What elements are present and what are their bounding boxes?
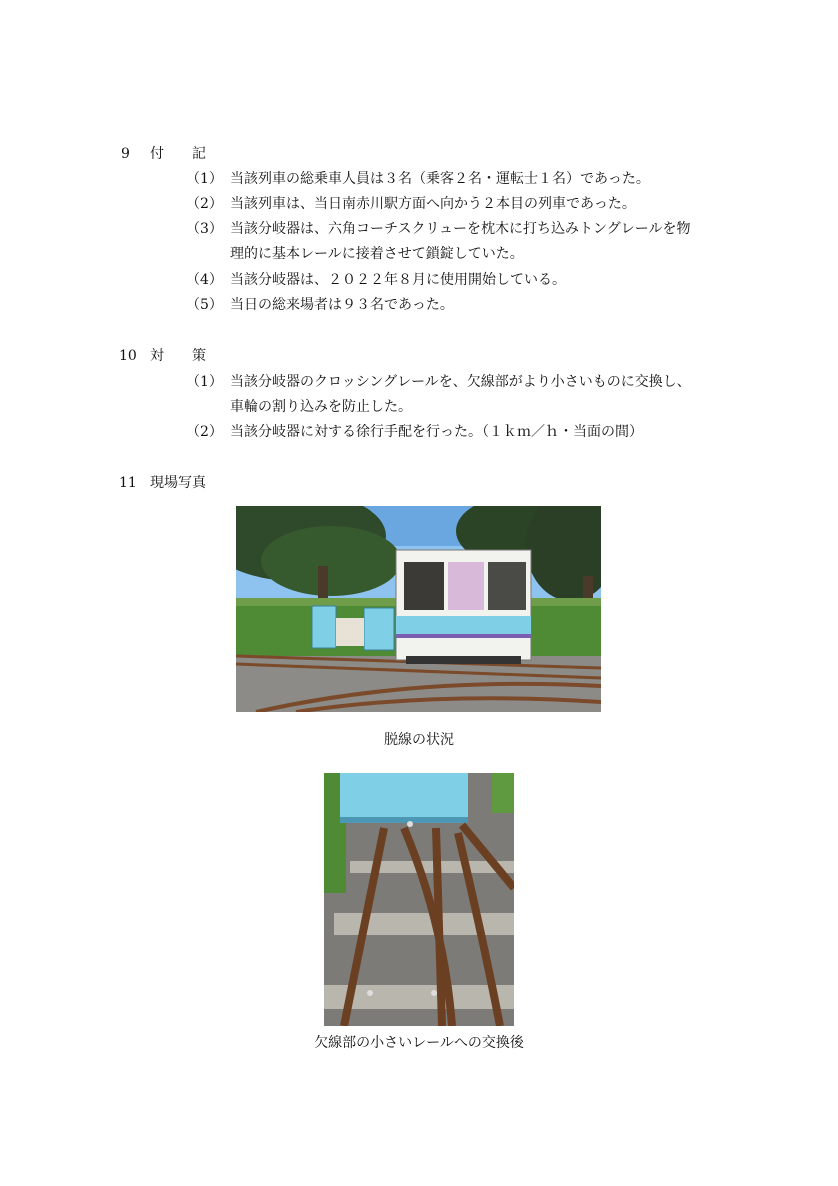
section-11-number: 11 xyxy=(119,475,137,491)
derailment-photo-caption: 脱線の状況 xyxy=(384,732,454,748)
section-11-title: 現場写真 xyxy=(150,475,206,491)
item-10-1-text-line1: 当該分岐器のクロッシングレールを、欠線部がより小さいものに交換し、 xyxy=(230,374,691,390)
item-9-3-number: （3） xyxy=(186,221,223,237)
item-9-1-number: （1） xyxy=(186,171,223,187)
item-9-2-number: （2） xyxy=(186,196,223,212)
item-10-1-text-line2: 車輪の割り込みを防止した。 xyxy=(230,399,412,415)
section-9-number: 9 xyxy=(121,146,130,162)
item-9-4-number: （4） xyxy=(186,272,223,288)
section-9-title: 付 記 xyxy=(150,146,206,162)
section-10-number: 10 xyxy=(119,348,137,364)
rail-replacement-photo xyxy=(324,773,514,1026)
rail-replacement-photo-caption: 欠線部の小さいレールへの交換後 xyxy=(314,1035,524,1051)
derailment-photo xyxy=(236,506,601,712)
item-9-5-number: （5） xyxy=(186,297,223,313)
item-9-5-text: 当日の総来場者は９３名であった。 xyxy=(230,297,454,313)
item-9-2-text: 当該列車は、当日南赤川駅方面へ向かう２本目の列車であった。 xyxy=(230,196,636,212)
item-9-3-text-line2: 理的に基本レールに接着させて鎖錠していた。 xyxy=(230,246,524,262)
item-9-3-text-line1: 当該分岐器は、六角コーチスクリューを枕木に打ち込みトングレールを物 xyxy=(230,221,691,237)
item-9-1-text: 当該列車の総乗車人員は３名（乗客２名・運転士１名）であった。 xyxy=(230,171,650,187)
item-10-2-text: 当該分岐器に対する徐行手配を行った。（１ｋｍ／ｈ・当面の間） xyxy=(230,424,643,440)
section-10-title: 対 策 xyxy=(150,348,206,364)
item-10-2-number: （2） xyxy=(186,424,223,440)
item-9-4-text: 当該分岐器は、２０２２年８月に使用開始している。 xyxy=(230,272,566,288)
item-10-1-number: （1） xyxy=(186,374,223,390)
